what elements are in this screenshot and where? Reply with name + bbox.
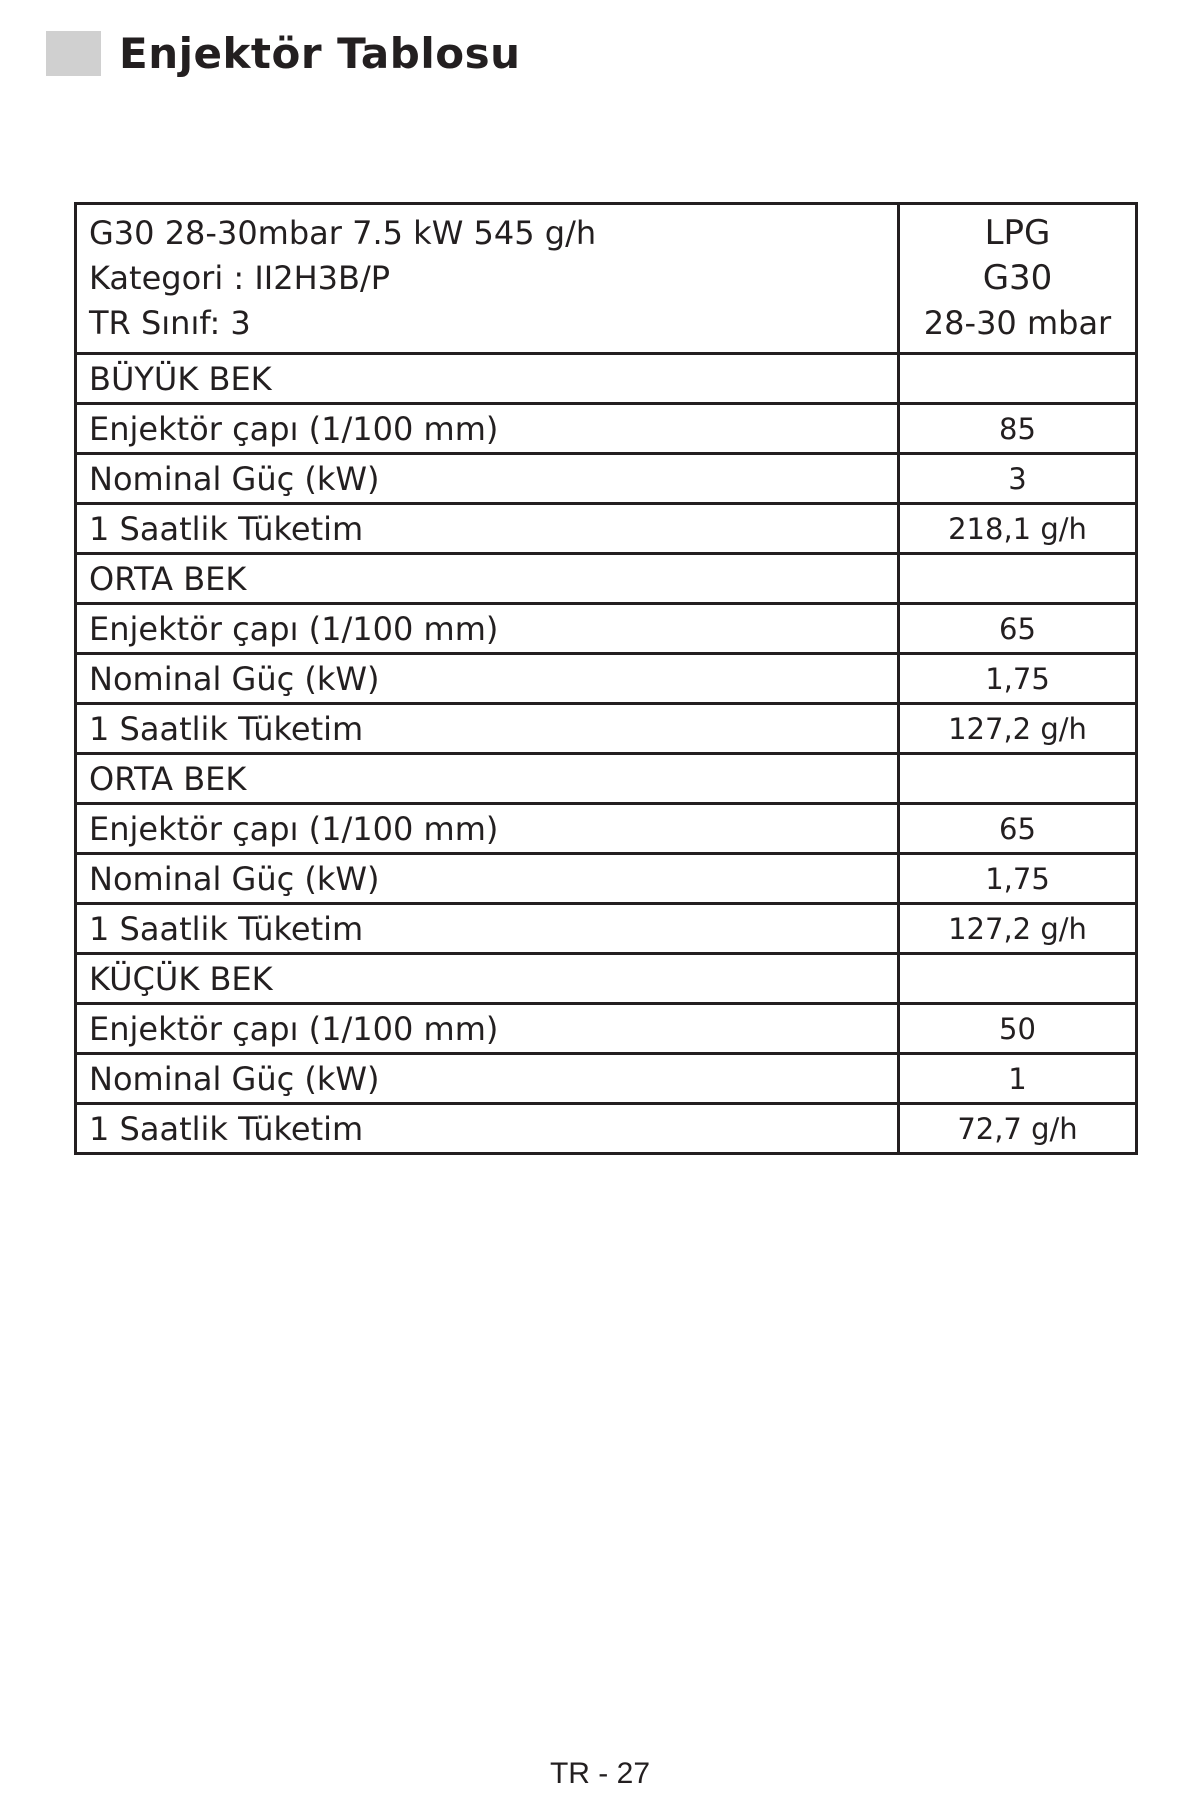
row-label: BÜYÜK BEK [76,354,899,404]
page-number: TR - 27 [549,1757,651,1790]
row-value: 127,2 g/h [899,904,1137,954]
table-row [76,604,1137,654]
table-row [76,704,1137,754]
row-value [899,754,1137,804]
page-title: Enjektör Tablosu [119,28,521,78]
row-value: 72,7 g/h [899,1104,1137,1154]
table-row [76,1104,1137,1154]
header-gas-type [899,204,1137,354]
row-label: KÜÇÜK BEK [76,954,899,1004]
row-label: Enjektör çapı (1/100 mm) [76,1004,899,1054]
row-label: Nominal Güç (kW) [76,654,899,704]
row-label: Enjektör çapı (1/100 mm) [76,604,899,654]
row-value [899,954,1137,1004]
row-label: 1 Saatlik Tüketim [76,1104,899,1154]
row-value: 85 [899,404,1137,454]
header-left-line: G30 28-30mbar 7.5 kW 545 g/h [89,214,597,252]
injector-table [74,202,1138,1155]
row-value: 127,2 g/h [899,704,1137,754]
row-value: 65 [899,604,1137,654]
row-value [899,554,1137,604]
row-value: 218,1 g/h [899,504,1137,554]
row-value: 1,75 [899,654,1137,704]
row-value: 3 [899,454,1137,504]
row-label: 1 Saatlik Tüketim [76,904,899,954]
header-left-line: TR Sınıf: 3 [89,304,251,342]
header-left-line: Kategori : II2H3B/P [89,259,391,297]
title-marker [46,31,101,76]
row-label: Nominal Güç (kW) [76,854,899,904]
table-row [76,754,1137,804]
page-header [46,28,520,78]
header-gas-info [76,204,899,354]
row-label: Enjektör çapı (1/100 mm) [76,804,899,854]
table-row [76,354,1137,404]
row-label: Nominal Güç (kW) [76,454,899,504]
row-value: 50 [899,1004,1137,1054]
table-row [76,404,1137,454]
injector-table-container [74,202,1135,1155]
table-header-row [76,204,1137,354]
table-row [76,804,1137,854]
row-label: Nominal Güç (kW) [76,1054,899,1104]
table-row [76,1004,1137,1054]
header-right-line: 28-30 mbar [923,304,1112,342]
row-label: ORTA BEK [76,754,899,804]
table-row [76,554,1137,604]
header-right-line: G30 [982,258,1053,298]
row-label: 1 Saatlik Tüketim [76,504,899,554]
table-row [76,954,1137,1004]
row-label: 1 Saatlik Tüketim [76,704,899,754]
row-label: Enjektör çapı (1/100 mm) [76,404,899,454]
table-row [76,1054,1137,1104]
table-row [76,454,1137,504]
row-value: 1 [899,1054,1137,1104]
header-right-line: LPG [984,213,1051,253]
table-row [76,654,1137,704]
row-value: 65 [899,804,1137,854]
row-value [899,354,1137,404]
table-row [76,904,1137,954]
table-row [76,504,1137,554]
row-label: ORTA BEK [76,554,899,604]
row-value: 1,75 [899,854,1137,904]
table-row [76,854,1137,904]
